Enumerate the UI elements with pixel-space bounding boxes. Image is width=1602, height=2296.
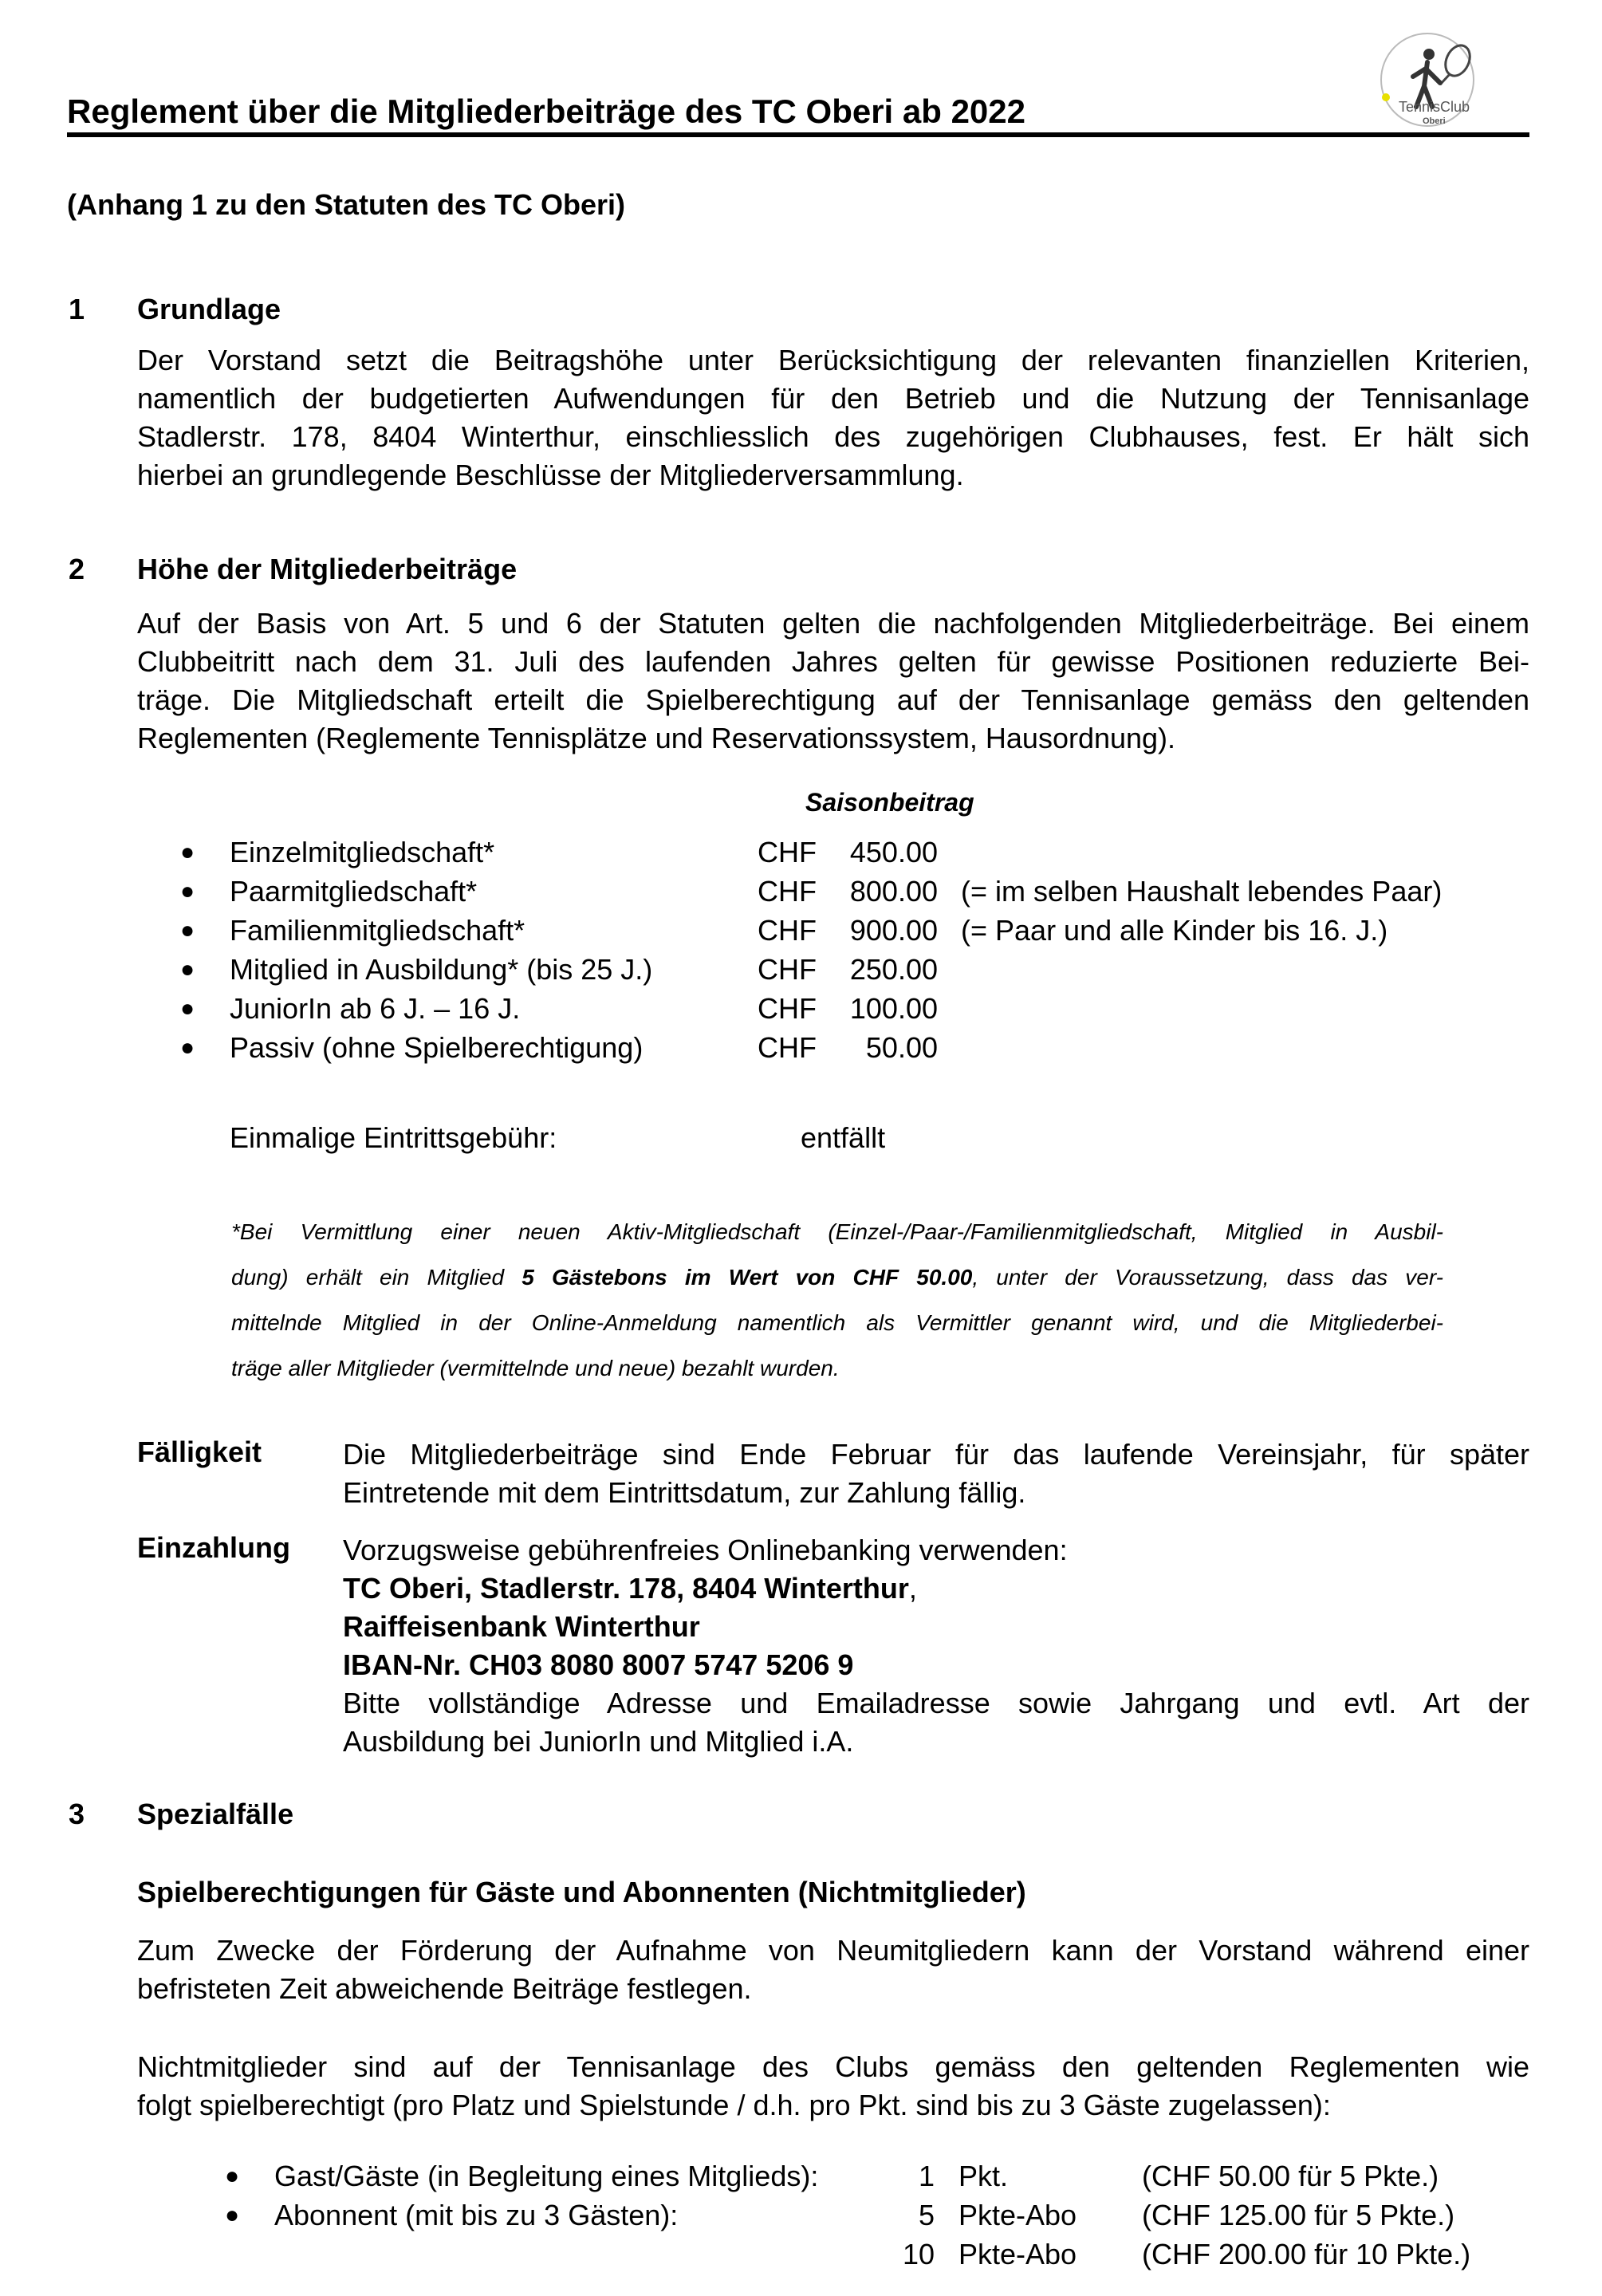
list-item bbox=[0, 2196, 1602, 2235]
text-line: Reglementen (Reglemente Tennisplätze und Reservationssystem, Hausordnung). bbox=[137, 722, 1176, 754]
fee-amount: 900.00 bbox=[849, 914, 938, 947]
text-line: Ausbildung bei JuniorIn und Mitglied i.A. bbox=[343, 1725, 854, 1758]
logo-subtext: Oberi bbox=[1423, 116, 1446, 126]
fee-label: Familienmitgliedschaft* bbox=[230, 914, 525, 947]
tennisclub-logo bbox=[1364, 30, 1491, 134]
fee-note: (= im selben Haushalt lebendes Paar) bbox=[961, 875, 1443, 908]
bullet-icon: ● bbox=[225, 2202, 240, 2228]
footnote-text: , unter der Voraussetzung, dass das ver- bbox=[972, 1265, 1444, 1290]
section-1-heading: Grundlage bbox=[137, 293, 281, 325]
bullet-icon: ● bbox=[180, 956, 195, 983]
text-line bbox=[343, 1569, 1529, 1608]
guest-price: (CHF 125.00 für 5 Pkte.) bbox=[1142, 2199, 1455, 2231]
fee-label: Paarmitgliedschaft* bbox=[230, 875, 478, 908]
section-1-number: 1 bbox=[69, 293, 85, 325]
text-line: namentlich der budgetierten Aufwendungen für den Betrieb und die Nutzung der Tennisanlage bbox=[137, 382, 1529, 415]
list-item bbox=[0, 872, 1602, 911]
footnote-line: *Bei Vermittlung einer neuen Aktiv-Mitgliedschaft (Einzel-/Paar-/Familienmitgliedschaft, Mitglied in Ausbil- bbox=[231, 1219, 1443, 1244]
guest-qty: 10 bbox=[902, 2238, 935, 2270]
guest-qty: 1 bbox=[918, 2160, 935, 2192]
fee-currency: CHF bbox=[758, 992, 817, 1025]
subtitle: (Anhang 1 zu den Statuten des TC Oberi) bbox=[67, 188, 626, 221]
text-line: Vorzugsweise gebührenfreies Onlinebanking verwenden: bbox=[343, 1534, 1068, 1566]
section-3-paragraph-2 bbox=[137, 2048, 1529, 2125]
list-item bbox=[0, 911, 1602, 950]
guest-label: Abonnent (mit bis zu 3 Gästen): bbox=[274, 2199, 679, 2231]
bullet-icon: ● bbox=[180, 839, 195, 865]
text-line: Auf der Basis von Art. 5 und 6 der Statuten gelten die nachfolgenden Mitgliederbeiträge. Bei einem bbox=[137, 607, 1529, 640]
footnote-line bbox=[231, 1254, 1443, 1300]
payment-iban: IBAN-Nr. CH03 8080 8007 5747 5206 9 bbox=[343, 1648, 854, 1681]
text-line: hierbei an grundlegende Beschlüsse der Mitgliederversammlung. bbox=[137, 459, 964, 491]
text-line: Clubbeitritt nach dem 31. Juli des laufenden Jahres gelten für gewisse Positionen reduzierte Bei- bbox=[137, 645, 1529, 678]
fee-label: JuniorIn ab 6 J. – 16 J. bbox=[230, 992, 521, 1025]
list-item bbox=[0, 989, 1602, 1028]
fee-amount: 250.00 bbox=[849, 953, 938, 986]
fee-currency: CHF bbox=[758, 914, 817, 947]
fee-label: Mitglied in Ausbildung* (bis 25 J.) bbox=[230, 953, 653, 986]
text-line: Bitte vollständige Adresse und Emailadresse sowie Jahrgang und evtl. Art der bbox=[343, 1687, 1529, 1719]
payment-label: Einzahlung bbox=[137, 1531, 290, 1564]
footnote-text: dung) erhält ein Mitglied bbox=[231, 1265, 522, 1290]
guest-price: (CHF 50.00 für 5 Pkte.) bbox=[1142, 2160, 1439, 2192]
section-3-paragraph-1 bbox=[137, 1932, 1529, 2008]
logo-text: TennisClub bbox=[1399, 99, 1470, 115]
entry-fee-value: entfällt bbox=[801, 1121, 886, 1154]
text-line: Der Vorstand setzt die Beitragshöhe unter Berücksichtigung der relevanten finanziellen Kriterien, bbox=[137, 344, 1529, 376]
list-item bbox=[0, 2156, 1602, 2196]
bullet-icon: ● bbox=[180, 995, 195, 1022]
guest-price: (CHF 200.00 für 10 Pkte.) bbox=[1142, 2238, 1471, 2270]
payment-bank: Raiffeisenbank Winterthur bbox=[343, 1610, 700, 1643]
title-underline bbox=[67, 132, 1529, 137]
fee-currency: CHF bbox=[758, 1031, 817, 1064]
list-item bbox=[0, 833, 1602, 872]
due-text bbox=[343, 1435, 1529, 1512]
fee-label: Einzelmitgliedschaft* bbox=[230, 836, 495, 868]
guest-unit: Pkt. bbox=[958, 2160, 1009, 2192]
fee-amount: 800.00 bbox=[849, 875, 938, 908]
fee-amount: 100.00 bbox=[849, 992, 938, 1025]
text-line: Zum Zwecke der Förderung der Aufnahme von Neumitgliedern kann der Vorstand während einer bbox=[137, 1934, 1529, 1967]
section-2-heading: Höhe der Mitgliederbeiträge bbox=[137, 553, 518, 585]
fee-currency: CHF bbox=[758, 875, 817, 908]
text-line: Eintretende mit dem Eintrittsdatum, zur Zahlung fällig. bbox=[343, 1476, 1026, 1509]
text-line: befristeten Zeit abweichende Beiträge festlegen. bbox=[137, 1972, 752, 2005]
text-line: Die Mitgliederbeiträge sind Ende Februar für das laufende Vereinsjahr, für später bbox=[343, 1438, 1529, 1471]
section-2-text bbox=[137, 605, 1529, 758]
footnote bbox=[231, 1209, 1443, 1391]
text-line: träge. Die Mitgliedschaft erteilt die Spielberechtigung auf der Tennisanlage gemäss den geltenden bbox=[137, 683, 1529, 716]
section-3-number: 3 bbox=[69, 1798, 85, 1830]
list-item bbox=[0, 2235, 1602, 2274]
bullet-icon: ● bbox=[180, 917, 195, 943]
fee-note: (= Paar und alle Kinder bis 16. J.) bbox=[961, 914, 1388, 947]
footnote-highlight: 5 Gästebons im Wert von CHF 50.00 bbox=[522, 1265, 973, 1290]
payment-address-tail: , bbox=[908, 1572, 917, 1605]
bullet-icon: ● bbox=[225, 2163, 240, 2189]
text-line: Stadlerstr. 178, 8404 Winterthur, einschliesslich des zugehörigen Clubhauses, fest. Er hält sich bbox=[137, 420, 1529, 453]
fee-currency: CHF bbox=[758, 836, 817, 868]
fee-currency: CHF bbox=[758, 953, 817, 986]
section-3-heading: Spezialfälle bbox=[137, 1798, 294, 1830]
guest-label: Gast/Gäste (in Begleitung eines Mitglieds): bbox=[274, 2160, 819, 2192]
bullet-icon: ● bbox=[180, 1034, 195, 1061]
entry-fee-label: Einmalige Eintrittsgebühr: bbox=[230, 1121, 557, 1154]
list-item bbox=[0, 950, 1602, 989]
text-line: folgt spielberechtigt (pro Platz und Spielstunde / d.h. pro Pkt. sind bis zu 3 Gäste zugelassen): bbox=[137, 2089, 1331, 2121]
payment-address: TC Oberi, Stadlerstr. 178, 8404 Winterthur bbox=[343, 1572, 909, 1605]
list-item bbox=[0, 1028, 1602, 1067]
section-1-text bbox=[137, 341, 1529, 494]
fee-column-header: Saisonbeitrag bbox=[805, 788, 974, 817]
text-line: Nichtmitglieder sind auf der Tennisanlage des Clubs gemäss den geltenden Reglementen wie bbox=[137, 2050, 1529, 2083]
guest-qty: 5 bbox=[918, 2199, 935, 2231]
due-label: Fälligkeit bbox=[137, 1435, 262, 1468]
guest-unit: Pkte-Abo bbox=[958, 2238, 1077, 2270]
section-3-subheading: Spielberechtigungen für Gäste und Abonnenten (Nichtmitglieder) bbox=[137, 1876, 1026, 1908]
footnote-line: mittelnde Mitglied in der Online-Anmeldung namentlich als Vermittler genannt wird, und die Mitgliederbei- bbox=[231, 1310, 1443, 1335]
fee-amount: 450.00 bbox=[849, 836, 938, 868]
bullet-icon: ● bbox=[180, 878, 195, 904]
section-2-number: 2 bbox=[69, 553, 85, 585]
guest-unit: Pkte-Abo bbox=[958, 2199, 1077, 2231]
fee-label: Passiv (ohne Spielberechtigung) bbox=[230, 1031, 644, 1064]
page-title: Reglement über die Mitgliederbeiträge des TC Oberi ab 2022 bbox=[67, 93, 1026, 130]
fee-amount: 50.00 bbox=[865, 1031, 938, 1064]
payment-text bbox=[343, 1531, 1529, 1761]
footnote-line: träge aller Mitglieder (vermittelnde und neue) bezahlt wurden. bbox=[231, 1356, 840, 1380]
